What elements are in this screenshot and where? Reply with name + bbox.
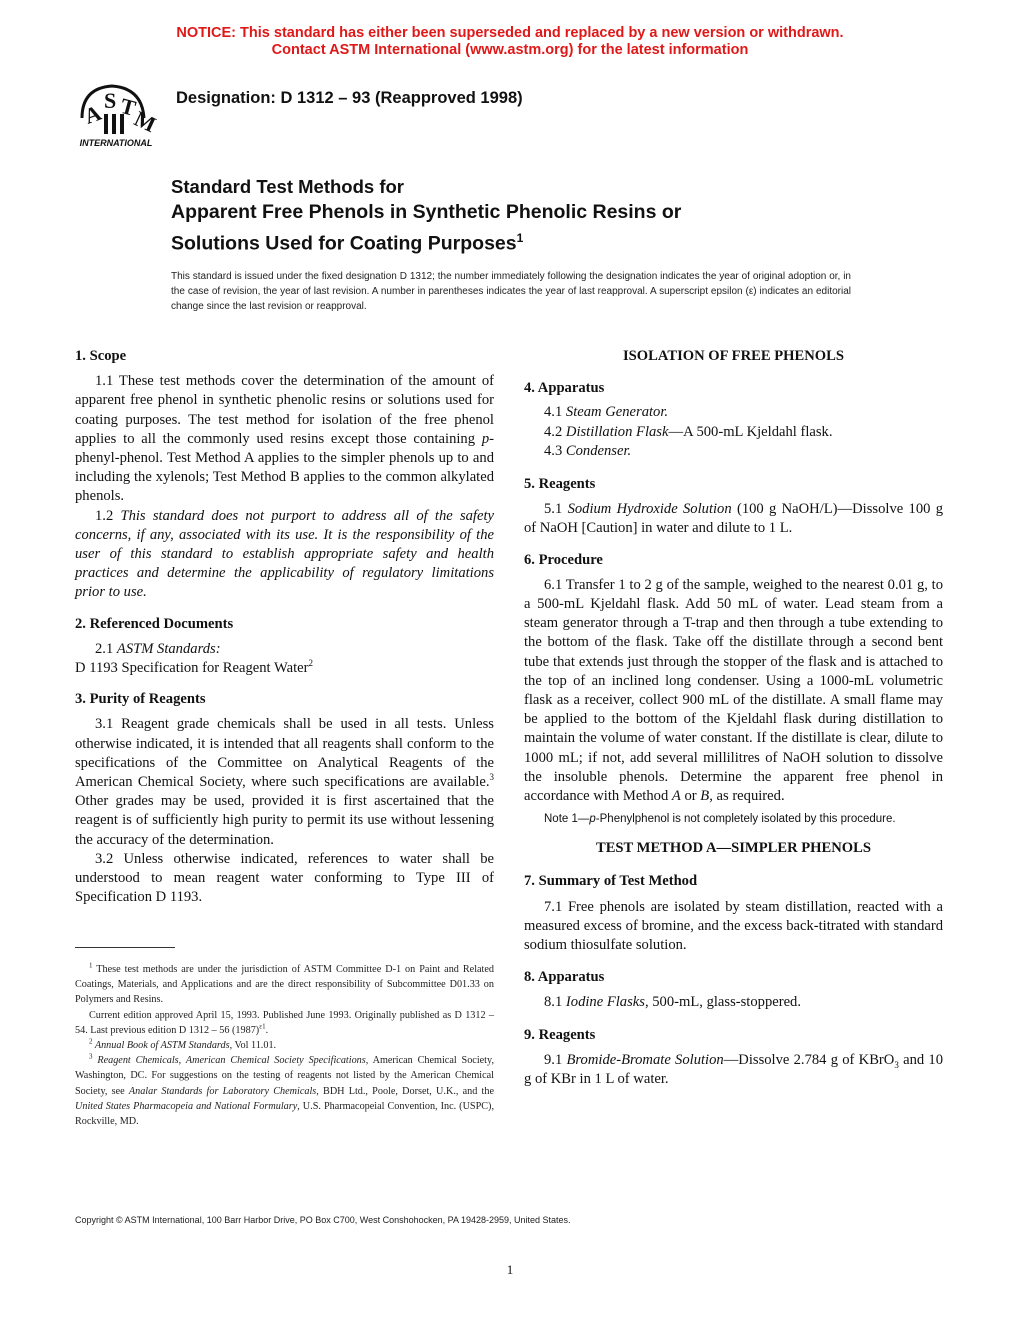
para-9-1: 9.1 Bromide-Bromate Solution—Dissolve 2.784 g of KBrO$_3$ and 10 g of KBr in 1 L of water. [524, 1051, 944, 1088]
footnote-1: $^1$ These test methods are under the jurisdiction of ASTM Committee D-1 on Paint and Related Coatings, Materials, and Applications and are the direct responsibility of Subcommittee D01.33 on Polymers and Resins. [75, 961, 494, 1006]
section-6-heading: 6. Procedure [524, 551, 603, 568]
section-3-heading: 3. Purity of Reagents [75, 691, 206, 708]
left-column [75, 347, 494, 907]
para-4-1: 4.1 Steam Generator. [544, 404, 669, 421]
section-4-heading: 4. Apparatus [524, 380, 605, 397]
section-8-heading: 8. Apparatus [524, 969, 605, 986]
para-1-1: 1.1 These test methods cover the determination of the amount of apparent free phenol in synthetic phenolic resins or solutions used for coating purposes. The test method for isolation of the free phenol applies to all the commonly used resins except those containing p-phenyl-phenol. Test Method A applies to the simpler phenols up to and including the xylenols; Test Method B applies to the common alkylated phenols. [75, 373, 494, 505]
astm-logo [68, 78, 164, 148]
svg-text:T: T [117, 92, 139, 121]
document-title [171, 175, 681, 257]
ref-d1193: D 1193 Specification for Reagent Water$^2$ [75, 658, 313, 677]
footnote-1-edition: Current edition approved April 15, 1993. Published June 1993. Originally published as D 1312 – 54. Last previous edition D 1312 – 56 $(1987)^{\varepsilon 1}$. [75, 1009, 494, 1036]
withdrawal-notice [0, 25, 1020, 59]
footnotes [75, 962, 494, 1129]
section-5-heading: 5. Reagents [524, 476, 596, 493]
para-3-2: 3.2 Unless otherwise indicated, references to water shall be understood to mean reagent water conforming to Type III of Specification D 1193. [75, 850, 494, 906]
notice-line-1: NOTICE: This standard has either been superseded and replaced by a new version or withdrawn. [176, 25, 844, 41]
note-1: Note 1—p-Phenylphenol is not completely isolated by this procedure. [544, 813, 896, 826]
copyright: Copyright © ASTM International, 100 Barr Harbor Drive, PO Box C700, West Conshohocken, PA 19428-2959, United States. [75, 1215, 571, 1225]
svg-text:INTERNATIONAL: INTERNATIONAL [79, 138, 153, 148]
para-8-1: 8.1 Iodine Flasks, 500-mL, glass-stoppered. [544, 994, 801, 1011]
para-3-1: 3.1 Reagent grade chemicals shall be used in all tests. Unless otherwise indicated, it is intended that all reagents shall conform to the specifications of the Committee on Analytical Reagents of the American Chemical Society, where such specifications are available.$^3$ Other grades may be used, provided it is first ascertained that the reagent is of sufficiently high purity to permit its use without lessening the accuracy of the determination. [75, 716, 494, 848]
para-1-2: 1.2 This standard does not purport to address all of the safety concerns, if any, associated with its use. It is the responsibility of the user of this standard to establish appropriate safety and health practices and determine the applicability of regulatory limitations prior to use. [75, 507, 494, 601]
page-number: 1 [506, 1262, 514, 1277]
notice-line-2: Contact ASTM International (www.astm.org) for the latest information [271, 42, 749, 58]
svg-text:A: A [80, 99, 105, 129]
section-2-heading: 2. Referenced Documents [75, 615, 234, 632]
title-footnote-mark: 1 [516, 231, 524, 245]
svg-text:S: S [104, 88, 117, 113]
right-column [524, 347, 943, 1089]
title-line-2: Apparent Free Phenols in Synthetic Phenolic Resins or [171, 201, 682, 223]
issued-note: This standard is issued under the fixed designation D 1312; the number immediately following the designation indicates the year of original adoption or, in the case of revision, the year of last revision. A number in parentheses indicates the year of last reapproval. A superscript epsilon (ε) indicates an editorial change since the last revision or reapproval. [171, 271, 851, 312]
isolation-heading: ISOLATION OF FREE PHENOLS [623, 348, 844, 364]
section-7-heading: 7. Summary of Test Method [524, 873, 698, 890]
section-1-heading: 1. Scope [75, 348, 127, 364]
para-7-1: 7.1 Free phenols are isolated by steam distillation, reacted with a measured excess of bromine, and the excess back-titrated with standard sodium thiosulfate solution. [524, 898, 943, 954]
svg-text:M: M [130, 105, 160, 138]
footnote-2: $^2$ Annual Book of ASTM Standards, Vol 11.01. [89, 1037, 277, 1052]
section-9-heading: 9. Reagents [524, 1026, 596, 1043]
title-line-1: Standard Test Methods for [171, 176, 404, 197]
para-2-1: 2.1 ASTM Standards: [95, 640, 221, 657]
para-5-1: 5.1 Sodium Hydroxide Solution (100 g NaOH/L)—Dissolve 100 g of NaOH [Caution] in water and dilute to 1 L. [524, 501, 944, 537]
para-4-3: 4.3 Condenser. [544, 442, 632, 459]
footnote-3: $^3$ Reagent Chemicals, American Chemical Society Specifications, American Chemical Society, Washington, DC. For suggestions on the testing of reagents not listed by the American Chemical Society, see Analar Standards for Laboratory Chemicals, BDH Ltd., Poole, Dorset, U.K., and the United States Pharmacopeia and National Formulary, U.S. Pharmacopeial Convention, Inc. (USPC), Rockville, MD. [75, 1052, 494, 1128]
para-4-2: 4.2 Distillation Flask—A 500-mL Kjeldahl flask. [544, 423, 833, 440]
method-a-heading: TEST METHOD A—SIMPLER PHENOLS [595, 840, 872, 857]
title-line-3: Solutions Used for Coating Purposes$^1$ [171, 231, 524, 255]
footnote-rule [75, 947, 175, 948]
para-6-1: 6.1 Transfer 1 to 2 g of the sample, weighed to the nearest 0.01 g, to a 500-mL Kjeldahl flask. Add 50 mL of water. Lead steam from a steam generator through a T-trap and then through a tube extending to the bottom of the flask. Take off the distillate through a second bent tube that extends just through the stopper of the flask and is attached to the top of an inclined long condenser. Using a 1000-mL volumetric flask as a receiver, collect 900 mL of the distillate. A small flame may be applied to the bottom of the Kjeldahl flask during distillation to maintain the volume of water constant. If the distillate is clear, dilute to 1000 mL; if not, add several millilitres of NaOH solution to dissolve the insoluble phenols. Determine the apparent free phenol in accordance with Method A or B, as required. [524, 576, 943, 805]
designation: Designation: D 1312 – 93 (Reapproved 1998) [176, 89, 523, 107]
